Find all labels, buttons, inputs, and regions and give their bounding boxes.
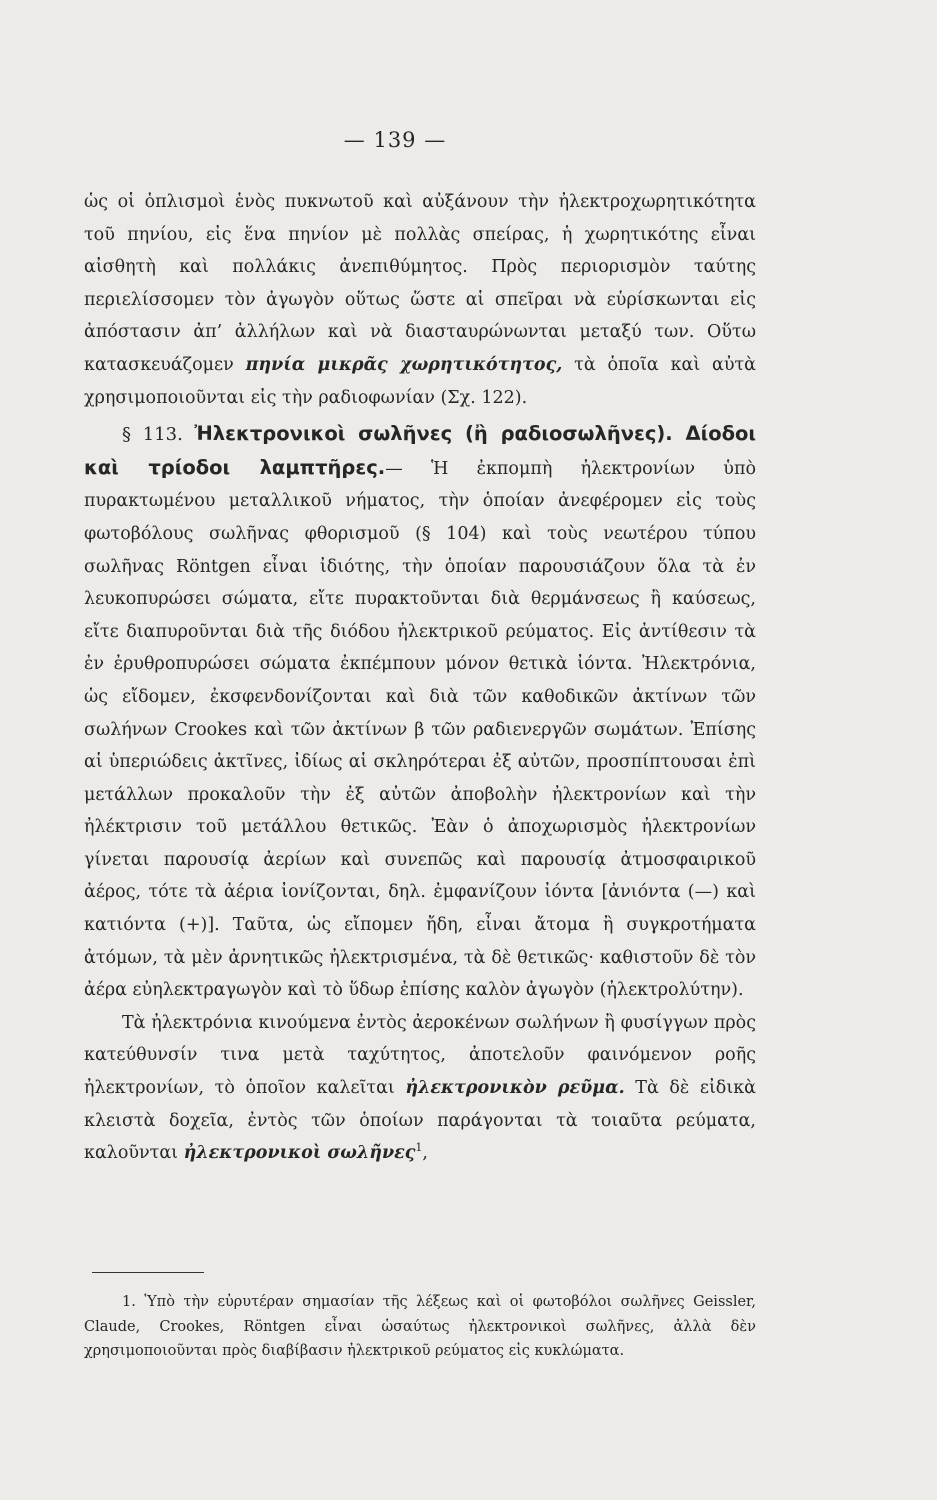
section-number: § 113. bbox=[122, 424, 183, 446]
paragraph-electron-current bbox=[84, 1007, 756, 1170]
footnote-text: Ὑπὸ τὴν εὐρυτέραν σημασίαν τῆς λέξεως καὶ οἱ φωτοβόλοι σωλῆνες Geissler, Claude, Crookes, Röntgen εἶναι ὡσαύτως ἠλεκτρονικοὶ σωλῆνες, ἀλλὰ δὲν χρησιμοποιοῦνται πρὸς διαβίβασιν ἠλεκτρικοῦ ρεύματος εἰς κυκλώματα. bbox=[84, 1294, 756, 1359]
paragraph-electronic-tubes bbox=[84, 418, 756, 1007]
footnote-1 bbox=[84, 1290, 756, 1364]
current-mid: Τὰ δὲ εἰδικὰ κλειστὰ δοχεῖα, ἐντὸς τῶν ὁποίων παράγονται τὰ τοιαῦτα ρεύματα, καλοῦνται bbox=[84, 1078, 756, 1164]
coils-emphasis: πηνία μικρᾶς χωρητικότητος, bbox=[245, 354, 563, 375]
footnote-ref: 1 bbox=[415, 1141, 423, 1155]
current-emphasis: ἠλεκτρονικὸν ρεῦμα. bbox=[405, 1078, 625, 1099]
coils-text: ὡς οἱ ὁπλισμοὶ ἑνὸς πυκνωτοῦ καὶ αὐξάνουν τὴν ἠλεκτροχωρητικότητα τοῦ πηνίου, εἰς ἕνα πηνίον μὲ πολλὰς σπείρας, ἡ χωρητικότης εἶναι αἰσθητὴ καὶ πολλάκις ἀνεπιθύμητος. Πρὸς περιορισμὸν ταύτης περιελίσσομεν τὸν ἀγωγὸν οὕτως ὥστε αἱ σπεῖραι νὰ εὑρίσκωνται εἰς ἀπόστασιν ἀπ’ ἀλλήλων καὶ νὰ διασταυρώνωνται μεταξύ των. Οὕτω κατασκευάζομεν bbox=[84, 192, 756, 375]
section-body: — Ἡ ἐκπομπὴ ἠλεκτρονίων ὑπὸ πυρακτωμένου μεταλλικοῦ νήματος, τὴν ὁποίαν ἀνεφέρομεν εἰς τοὺς φωτοβόλους σωλῆνας φθορισμοῦ (§ 104) καὶ τοὺς νεωτέρου τύπου σωλῆνας Röntgen εἶναι ἰδιότης, τὴν ὁποίαν παρουσιάζουν ὅλα τὰ ἐν λευκοπυρώσει σώματα, εἴτε πυρακτοῦνται διὰ θερμάνσεως ἢ καύσεως, εἴτε διαπυροῦνται διὰ τῆς διόδου ἠλεκτρικοῦ ρεύματος. Εἰς ἀντίθεσιν τὰ ἐν ἐρυθροπυρώσει σώματα ἐκπέμπουν μόνον θετικὰ ἰόντα. Ἠλεκτρόνια, ὡς εἴδομεν, ἐκσφενδονίζονται καὶ διὰ τῶν καθοδικῶν ἀκτίνων τῶν σωλήνων Crookes καὶ τῶν ἀκτίνων β τῶν ραδιενεργῶν σωμάτων. Ἐπίσης αἱ ὑπεριώδεις ἀκτῖνες, ἰδίως αἱ σκληρότεραι ἐξ αὐτῶν, προσπίπτουσαι ἐπὶ μετάλλων προκαλοῦν τὴν ἐξ αὐτῶν ἀποβολὴν ἠλεκτρονίων καὶ τὴν ἠλέκτρισιν τοῦ μετάλλου θετικῶς. Ἐὰν ὁ ἀποχωρισμὸς ἠλεκτρονίων γίνεται παρουσίᾳ ἀερίων καὶ συνεπῶς καὶ παρουσίᾳ ἀτμοσφαιρικοῦ ἀέρος, τότε τὰ ἀέρια ἰονίζονται, δηλ. ἐμφανίζουν ἰόντα [ἀνιόντα (—) καὶ κατιόντα (+)]. Ταῦτα, ὡς εἴπομεν ἤδη, εἶναι ἄτομα ἢ συγκροτήματα ἀτόμων, τὰ μὲν ἀρνητικῶς ἠλεκτρισμένα, τὰ δὲ θετικῶς· καθιστοῦν δὲ τὸν ἀέρα εὐηλεκτραγωγὸν καὶ τὸ ὕδωρ ἐπίσης καλὸν ἀγωγὸν (ἠλεκτρολύτην). bbox=[84, 458, 756, 1001]
coils-tail: τὰ ὁποῖα καὶ αὐτὰ χρησιμοποιοῦνται εἰς τὴν ραδιοφωνίαν (Σχ. 122). bbox=[84, 354, 756, 408]
tubes-emphasis: ἠλεκτρονικοὶ σωλῆνες bbox=[183, 1143, 416, 1164]
footnote-divider bbox=[92, 1272, 204, 1273]
section-title: Ἠλεκτρονικοὶ σωλῆνες (ἢ ραδιοσωλῆνες). Δίοδοι καὶ τρίοδοι λαμπτῆρες. bbox=[84, 422, 756, 479]
footnotes bbox=[84, 1290, 756, 1364]
footnote-marker: 1. bbox=[122, 1294, 136, 1310]
paragraph-coils bbox=[84, 186, 756, 414]
current-end: , bbox=[422, 1143, 428, 1164]
current-text: Τὰ ἠλεκτρόνια κινούμενα ἐντὸς ἀεροκένων σωλήνων ἢ φυσίγγων πρὸς κατεύθυνσίν τινα μετὰ ταχύτητος, ἀποτελοῦν φαινόμενον ροῆς ἠλεκτρονίων, τὸ ὁποῖον καλεῖται bbox=[84, 1012, 756, 1099]
page-number: — 139 — bbox=[343, 128, 447, 152]
main-text bbox=[84, 186, 756, 1170]
